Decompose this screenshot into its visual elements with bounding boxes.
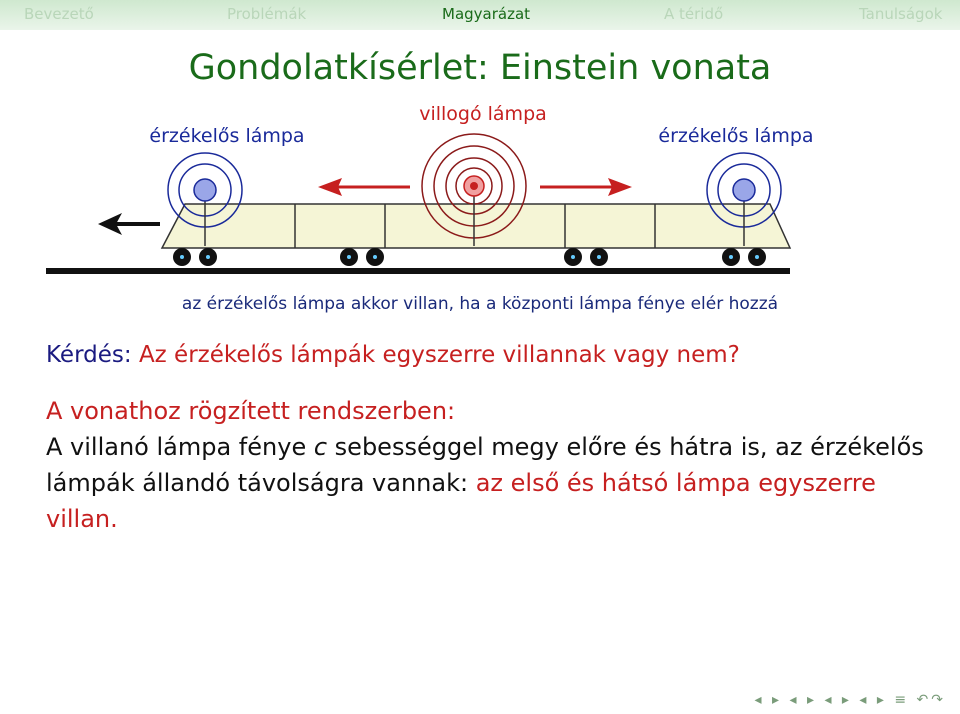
answer-part-1: A villanó lámpa fénye: [46, 433, 314, 461]
train-direction-arrow: [98, 213, 160, 235]
rail: [46, 268, 790, 274]
answer-part-2: sebességgel megy előre és hátra is, az érzékelős lámpák állandó távolságra vannak:: [46, 433, 924, 497]
nav-item-magyarazat[interactable]: Magyarázat: [442, 5, 531, 23]
speed-of-light-symbol: c: [313, 433, 328, 461]
slide-title: Gondolatkísérlet: Einstein vonata: [188, 48, 772, 88]
nav-item-bevezeto[interactable]: Bevezető: [24, 5, 94, 23]
light-arrow-right: [540, 178, 632, 196]
diagram-caption: az érzékelős lámpa akkor villan, ha a központi lámpa fénye elér hozzá: [181, 294, 779, 314]
answer-conclusion: az első és hátsó lámpa egyszerre villan.: [46, 469, 876, 533]
question-prefix: Kérdés:: [46, 342, 132, 368]
label-left-lamp: érzékelős lámpa: [149, 125, 305, 147]
question-text: Az érzékelős lámpák egyszerre villannak vagy nem?: [138, 342, 740, 368]
label-center-lamp: villogó lámpa: [419, 103, 547, 125]
answer-heading: A vonathoz rögzített rendszerben:: [46, 397, 456, 425]
nav-item-tanulsagok[interactable]: Tanulságok: [859, 5, 943, 23]
nav-item-a-terido[interactable]: A téridő: [664, 5, 724, 23]
nav-item-problemak[interactable]: Problémák: [227, 5, 307, 23]
light-arrow-left: [318, 178, 410, 196]
answer-body: [46, 429, 926, 537]
label-right-lamp: érzékelős lámpa: [658, 125, 814, 147]
wheels: [173, 248, 766, 266]
beamer-navigation-symbols[interactable]: ◂ ▸ ◂ ▸ ◂ ▸ ◂ ▸ ≡ ↶↷: [754, 692, 946, 708]
train-diagram: [0, 92, 960, 292]
question: [46, 342, 740, 368]
navigation-bar: [0, 0, 960, 30]
answer-block: [46, 393, 926, 537]
